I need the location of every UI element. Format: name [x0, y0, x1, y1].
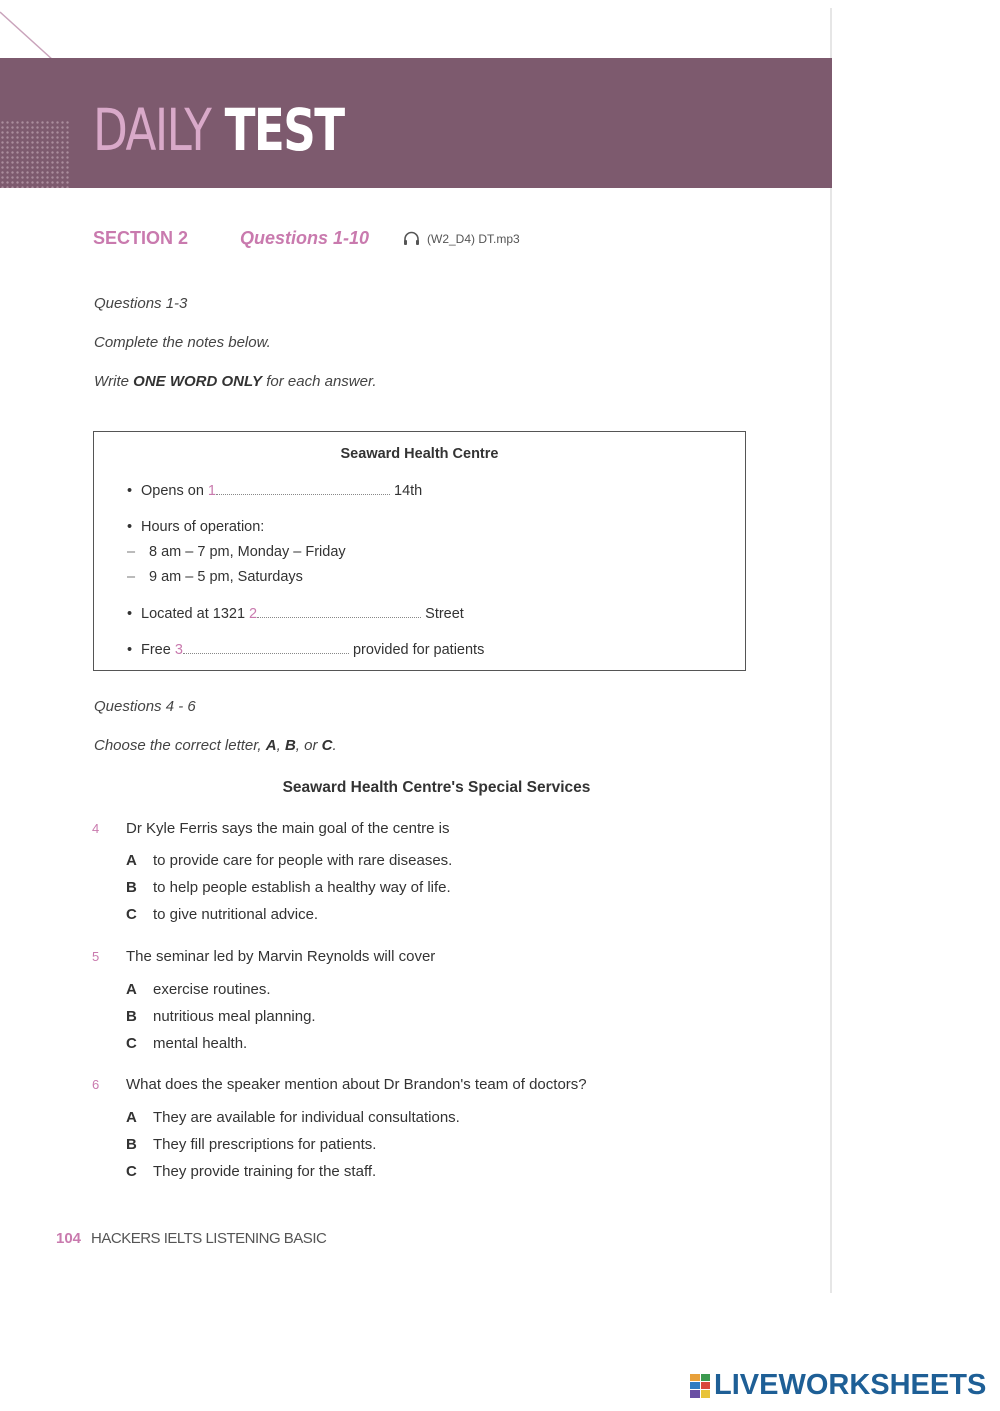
questions-1-3-heading: Questions 1-3: [94, 295, 188, 312]
notes-line-hours: • Hours of operation:: [127, 519, 265, 535]
liveworksheets-watermark[interactable]: [690, 1369, 986, 1402]
banner-dot-pattern: [0, 120, 70, 188]
special-services-title: Seaward Health Centre's Special Services: [282, 779, 591, 796]
question-text: Dr Kyle Ferris says the main goal of the centre is: [126, 820, 450, 837]
notes-line-free: • Free 3 provided for patients: [127, 642, 485, 658]
option-4b[interactable]: B to help people establish a healthy way of life.: [126, 879, 451, 896]
question-number-1: 1: [207, 483, 216, 499]
notes-line-weekday-hours: – 8 am – 7 pm, Monday – Friday: [127, 544, 346, 560]
notes-line-location: • Located at 1321 2 Street: [127, 606, 464, 622]
question-number: 6: [92, 1077, 100, 1092]
option-6b[interactable]: B They fill prescriptions for patients.: [126, 1136, 377, 1153]
book-title: HACKERS IELTS LISTENING BASIC: [91, 1230, 327, 1247]
option-5a[interactable]: A exercise routines.: [126, 981, 271, 998]
section-label: SECTION 2: [93, 228, 189, 248]
audio-filename: (W2_D4) DT.mp3: [427, 231, 520, 246]
question-number-2: 2: [249, 606, 258, 622]
liveworksheets-logo-icon: [690, 1374, 710, 1398]
question-6: [92, 1076, 587, 1093]
notes-box: [93, 431, 746, 671]
option-5c[interactable]: C mental health.: [126, 1035, 248, 1052]
question-number: 5: [92, 949, 100, 964]
instruction-choose-letter: Choose the correct letter, A, B, or C.: [94, 737, 337, 754]
headphones-icon: [403, 231, 420, 246]
page-edge: [830, 8, 832, 1293]
question-4: [92, 820, 449, 837]
audio-reference: [403, 231, 520, 246]
instruction-complete-notes: Complete the notes below.: [94, 334, 271, 351]
page-footer: [56, 1230, 326, 1247]
option-6c[interactable]: C They provide training for the staff.: [126, 1163, 377, 1180]
answer-blank-3[interactable]: [183, 643, 349, 654]
page-title: [93, 96, 344, 164]
title-test: TEST: [224, 96, 344, 164]
questions-4-6-heading: Questions 4 - 6: [94, 698, 196, 715]
answer-blank-1[interactable]: [216, 484, 390, 495]
answer-blank-2[interactable]: [257, 607, 421, 618]
option-6a[interactable]: A They are available for individual consultations.: [126, 1109, 460, 1126]
notes-title: Seaward Health Centre: [340, 446, 499, 462]
page-number: 104: [56, 1230, 82, 1247]
notes-line-opens: • Opens on 1 14th: [127, 483, 423, 499]
question-text: What does the speaker mention about Dr Brandon's team of doctors?: [126, 1076, 587, 1093]
question-text: The seminar led by Marvin Reynolds will cover: [126, 948, 436, 965]
instruction-word-limit: Write ONE WORD ONLY for each answer.: [94, 373, 377, 390]
notes-line-saturday-hours: – 9 am – 5 pm, Saturdays: [127, 569, 303, 585]
title-daily: DAILY: [93, 96, 211, 164]
word-limit-emphasis: ONE WORD ONLY: [133, 373, 263, 390]
option-4a[interactable]: A to provide care for people with rare diseases.: [126, 852, 453, 869]
question-5: [92, 948, 435, 965]
option-5b[interactable]: B nutritious meal planning.: [126, 1008, 316, 1025]
question-number-3: 3: [174, 642, 183, 658]
section-questions: Questions 1-10: [240, 228, 370, 248]
option-4c[interactable]: C to give nutritional advice.: [126, 906, 319, 923]
liveworksheets-text: LIVEWORKSHEETS: [714, 1369, 987, 1401]
question-number: 4: [92, 821, 100, 836]
